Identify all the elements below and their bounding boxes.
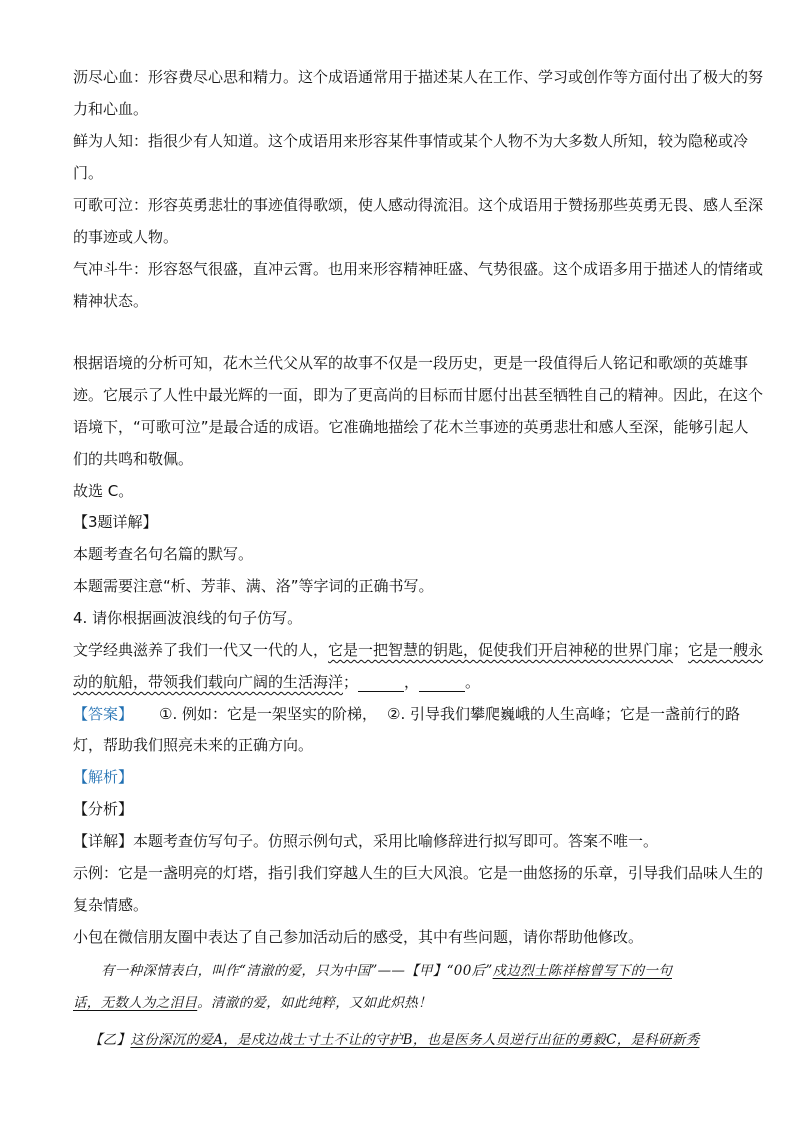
passage-underlined: 戍边烈士陈祥榕曾写下的一句 bbox=[492, 963, 672, 979]
q4-detail-line bbox=[73, 831, 658, 851]
q4-wavy-sentence: 它是一把智慧的钥匙，促使我们开启神秘的世界门扉 bbox=[328, 641, 674, 659]
passage-text: 。清澈的爱，如此纯粹，又如此炽热！ bbox=[197, 995, 432, 1011]
q4-sentence-line-1 bbox=[73, 640, 763, 660]
definition-line: 可歌可泣：形容英勇悲壮的事迹值得歌颂，使人感动得流泪。这个成语用于赞扬那些英勇无畏、感人至深 bbox=[73, 196, 764, 214]
q4-semicolon: ； bbox=[343, 673, 359, 691]
q4-prompt: 4. 请你根据画波浪线的句子仿写。 bbox=[73, 609, 303, 627]
q4-blank-2[interactable] bbox=[419, 675, 465, 692]
q4-wavy-sentence: 它是一艘永 bbox=[688, 641, 764, 659]
jiexi-tag: 【解析】 bbox=[73, 768, 134, 786]
passage-underlined: 话，无数人为之泪目 bbox=[73, 995, 198, 1011]
answer-1: ①. 例如：它是一架坚实的阶梯， bbox=[159, 705, 377, 723]
q4-sentence-line-2 bbox=[73, 672, 480, 692]
passage-underlined: 这份深沉的爱A，是戍边战士寸土不让的守护B，也是医务人员逆行出征的勇毅C，是科研新秀 bbox=[130, 1032, 700, 1048]
q4-period: 。 bbox=[465, 673, 481, 691]
definition-line: 的事迹或人物。 bbox=[73, 228, 179, 246]
q3-detail-line: 本题需要注意“析、芳菲、满、洛”等字词的正确书写。 bbox=[73, 577, 434, 595]
definition-line: 沥尽心血：形容费尽心思和精力。这个成语通常用于描述某人在工作、学习或创作等方面付出了极大的努 bbox=[73, 68, 764, 86]
q4-example-line: 复杂情感。 bbox=[73, 896, 149, 914]
q4-semicolon: ； bbox=[673, 641, 689, 659]
analysis-line: 根据语境的分析可知，花木兰代父从军的故事不仅是一段历史，更是一段值得后人铭记和歌颂的英雄事 bbox=[73, 354, 749, 372]
q4-answer-line-2: 灯，帮助我们照亮未来的正确方向。 bbox=[73, 736, 314, 754]
detail-text: 本题考查仿写句子。仿照示例句式，采用比喻修辞进行拟写即可。答案不唯一。 bbox=[133, 832, 659, 850]
q3-detail-line: 本题考查名句名篇的默写。 bbox=[73, 545, 254, 563]
answer-2: ②. 引导我们攀爬巍峨的人生高峰；它是一盏前行的路 bbox=[387, 705, 740, 723]
q4-sentence-lead: 文学经典滋养了我们一代又一代的人， bbox=[73, 641, 329, 659]
q4-blank-1[interactable] bbox=[358, 675, 404, 692]
q5-passage-line bbox=[89, 1030, 700, 1050]
passage-text: 有一种深情表白，叫作“清澈的爱，只为中国”——【甲】“00后” bbox=[101, 963, 493, 979]
q4-example-line: 示例：它是一盏明亮的灯塔，指引我们穿越人生的巨大风浪。它是一曲悠扬的乐章，引导我们品味人生的 bbox=[73, 864, 764, 882]
q5-intro: 小包在微信朋友圈中表达了自己参加活动后的感受，其中有些问题，请你帮助他修改。 bbox=[73, 928, 644, 946]
fenxi-tag: 【分析】 bbox=[73, 800, 134, 818]
passage-mark: 【乙】 bbox=[89, 1032, 131, 1048]
definition-line: 门。 bbox=[73, 164, 104, 182]
answer-tag: 【答案】 bbox=[73, 705, 134, 723]
analysis-line: 迹。它展示了人性中最光辉的一面，即为了更高尚的目标而甘愿付出甚至牺牲自己的精神。因此，在这个 bbox=[73, 386, 764, 404]
analysis-line: 们的共鸣和敬佩。 bbox=[73, 450, 194, 468]
definition-line: 气冲斗牛：形容怒气很盛，直冲云霄。也用来形容精神旺盛、气势很盛。这个成语多用于描述人的情绪或 bbox=[73, 260, 764, 278]
definition-line: 鲜为人知：指很少有人知道。这个成语用来形容某件事情或某个人物不为大多数人所知，较为隐秘或冷 bbox=[73, 132, 749, 150]
q5-passage-line bbox=[73, 993, 432, 1013]
q3-heading: 【3题详解】 bbox=[73, 513, 158, 531]
analysis-line: 语境下，“可歌可泣”是最合适的成语。它准确地描绘了花木兰事迹的英勇悲壮和感人至深，能够引起人 bbox=[73, 418, 749, 436]
q4-comma: ， bbox=[404, 673, 420, 691]
definition-line: 力和心血。 bbox=[73, 100, 149, 118]
answer-choice: 故选 C。 bbox=[73, 482, 134, 500]
q4-wavy-sentence: 动的航船，带领我们载向广阔的生活海洋 bbox=[73, 673, 344, 691]
q5-passage-line bbox=[101, 961, 672, 981]
detail-tag: 【详解】 bbox=[73, 832, 134, 850]
definition-line: 精神状态。 bbox=[73, 292, 149, 310]
